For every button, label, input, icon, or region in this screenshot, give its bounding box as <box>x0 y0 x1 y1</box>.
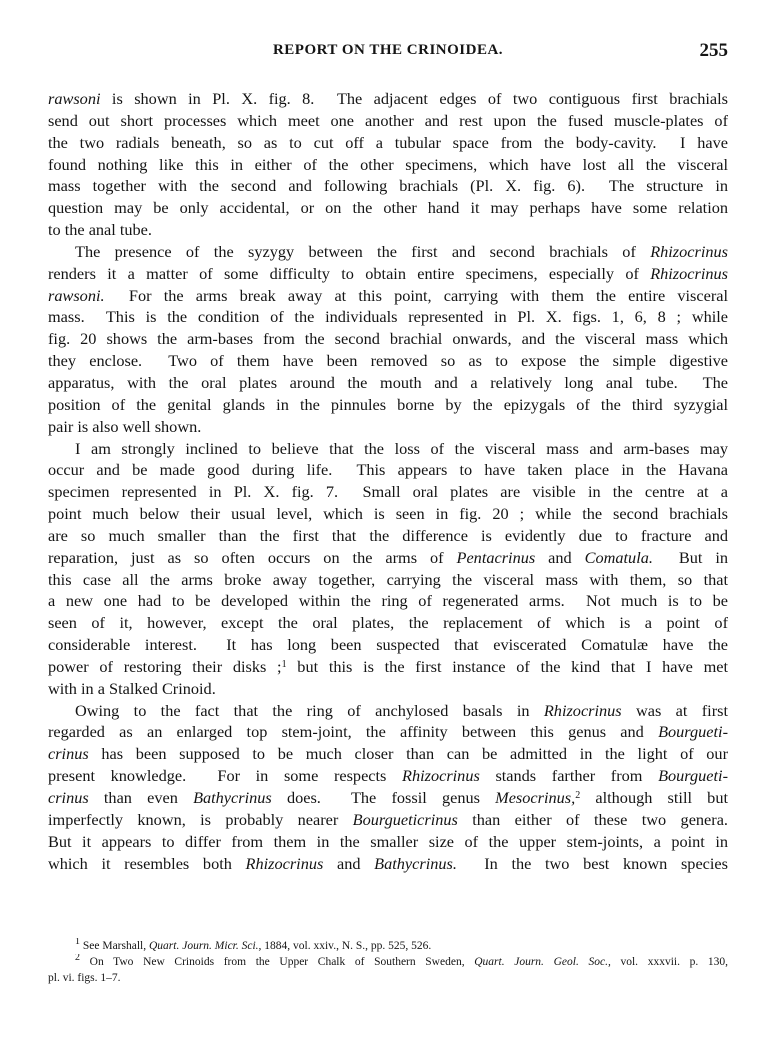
text-line <box>48 372 728 394</box>
italic-text: Comatula. <box>584 547 653 567</box>
footnote-line <box>48 938 728 954</box>
text-run: regarded as an enlarged top stem-joint, the affinity between this genus and <box>48 722 659 742</box>
text-line <box>48 197 728 219</box>
footnote-line <box>48 970 728 986</box>
text-run: apparatus, with the oral plates around the mouth and a relatively long anal tube. The <box>48 372 728 392</box>
text-run: position of the genital glands in the pinnules borne by the epizygals of the third syzygial <box>48 394 728 414</box>
text-run: occur and be made good during life. This appears to have taken place in the Havana <box>48 460 728 480</box>
text-line <box>48 700 728 722</box>
text-run: pl. vi. figs. 1–7. <box>48 972 121 985</box>
text-line <box>48 787 728 809</box>
text-run: than either of these two genera. <box>457 809 728 829</box>
italic-text: rawsoni <box>48 89 101 108</box>
text-run: and <box>323 853 375 873</box>
text-run: mass together with the second and following brachials (Pl. X. fig. 6). The structure in <box>48 176 728 196</box>
text-run: For the arms break away at this point, carrying with them the entire visceral <box>104 285 728 305</box>
text-line <box>48 853 728 875</box>
text-line <box>48 547 728 569</box>
text-run: mass. This is the condition of the individuals represented in Pl. X. figs. 1, 6, 8 ; while <box>48 307 728 327</box>
text-line <box>48 590 728 612</box>
text-run: point much below their usual level, which is seen in fig. 20 ; while the second brachials <box>48 504 728 524</box>
text-run: On Two New Crinoids from the Upper Chalk of Southern Sweden, <box>80 956 475 969</box>
italic-text: Rhizocrinus <box>402 766 480 786</box>
text-line <box>48 88 728 110</box>
text-run: In the two best known species <box>456 853 728 873</box>
footnote-marker: 2 <box>575 790 581 801</box>
text-line <box>48 132 728 154</box>
text-run: I am strongly inclined to believe that the loss of the visceral mass and arm-bases may <box>75 438 728 458</box>
text-line <box>48 612 728 634</box>
text-line <box>48 743 728 765</box>
page-number: 255 <box>699 40 728 61</box>
text-line <box>48 765 728 787</box>
running-head: REPORT ON THE CRINOIDEA. <box>272 42 504 58</box>
italic-text: Bathycrinus <box>193 788 272 807</box>
italic-text: Rhizocrinus <box>543 700 622 720</box>
italic-text: Rhizocrinus <box>650 263 728 283</box>
text-line <box>48 394 728 416</box>
text-line <box>48 306 728 328</box>
text-line <box>48 438 728 460</box>
footnotes <box>48 938 728 987</box>
italic-text: crinus <box>48 788 89 807</box>
text-run: they enclose. Two of them have been removed so as to expose the simple digestive <box>48 351 728 371</box>
body-text <box>48 88 728 874</box>
text-run: which it resembles both <box>48 853 246 873</box>
text-run: 1884, vol. xxiv., N. S., pp. 525, 526. <box>261 940 432 952</box>
text-run: question may be only accidental, or on the other hand it may perhaps have some relation <box>48 198 728 218</box>
text-run: stands farther from <box>479 766 659 786</box>
text-line <box>48 154 728 176</box>
text-run: although still but <box>580 788 728 807</box>
text-run: The presence of the syzygy between the first and second brachials of <box>75 241 651 261</box>
page-header <box>48 40 728 68</box>
text-run: a new one had to be developed within the ring of regenerated arms. Not much is to be <box>48 591 728 611</box>
text-run: imperfectly known, is probably nearer <box>48 809 353 829</box>
italic-text: crinus <box>48 744 89 764</box>
text-run: was at first <box>621 700 728 720</box>
text-run: But it appears to differ from them in the smaller size of the upper stem-joints, a point in <box>48 831 728 851</box>
text-run: reparation, just as so often occurs on the arms of <box>48 547 457 567</box>
text-run: and <box>535 547 585 567</box>
text-line <box>48 285 728 307</box>
text-run: is shown in Pl. X. fig. 8. The adjacent edges of two contiguous first brachials <box>100 89 728 108</box>
text-run: vol. xxxvii. p. 130, <box>610 956 728 969</box>
text-line <box>48 459 728 481</box>
text-line <box>48 328 728 350</box>
text-line <box>48 503 728 525</box>
text-line <box>48 656 728 678</box>
text-line <box>48 721 728 743</box>
text-line <box>48 219 728 241</box>
text-run: pair is also well shown. <box>48 416 202 436</box>
italic-text: Quart. Journ. Geol. Soc., <box>474 956 611 969</box>
text-line <box>48 110 728 132</box>
italic-text: Rhizocrinus <box>650 241 728 261</box>
text-run: are so much smaller than the first that the difference is evidently due to fracture and <box>48 525 728 545</box>
text-run: the two radials beneath, so as to cut off a tubular space from the body-cavity. I have <box>48 132 728 152</box>
text-line <box>48 678 728 700</box>
italic-text: Bourgueticrinus <box>352 809 458 829</box>
text-run: but this is the first instance of the kind that I have met <box>286 656 728 676</box>
text-run: has been supposed to be much closer than can be admitted in the light of our <box>88 744 728 764</box>
footnote-marker: 1 <box>281 658 287 670</box>
text-run: Owing to the fact that the ring of anchylosed basals in <box>75 700 544 720</box>
italic-text: Bourgueti- <box>658 766 728 786</box>
text-line <box>48 809 728 831</box>
text-line <box>48 175 728 197</box>
text-run: seen of it, however, except the oral plates, the replacement of which is a point of <box>48 613 728 633</box>
text-line <box>48 350 728 372</box>
italic-text: Quart. Journ. Micr. Sci., <box>148 940 262 952</box>
text-run: See Marshall, <box>80 940 149 952</box>
text-run: considerable interest. It has long been suspected that eviscerated Comatulæ have the <box>48 635 728 655</box>
text-run: does. The fossil genus <box>271 788 496 807</box>
italic-text: Bathycrinus. <box>374 853 457 873</box>
text-line <box>48 241 728 263</box>
footnote-marker: 1 <box>75 938 80 947</box>
text-run: send out short processes which meet one another and rest upon the fused muscle-plates of <box>48 110 728 130</box>
text-line <box>48 481 728 503</box>
text-run: than even <box>88 788 194 807</box>
text-run: with in a Stalked Crinoid. <box>48 678 216 698</box>
text-run: power of restoring their disks ; <box>48 656 282 676</box>
text-run: fig. 20 shows the arm-bases from the second brachial onwards, and the visceral mass which <box>48 329 728 349</box>
italic-text: Bourgueti- <box>658 722 728 742</box>
text-run: to the anal tube. <box>48 220 152 240</box>
text-run: this case all the arms broke away together, carrying the visceral mass with them, so that <box>48 569 728 589</box>
text-run: found nothing like this in either of the other specimens, which have lost all the visceral <box>48 154 728 174</box>
text-run: But in <box>652 547 728 567</box>
italic-text: Pentacrinus <box>456 547 536 567</box>
text-line <box>48 263 728 285</box>
text-run: present knowledge. For in some respects <box>48 766 403 786</box>
text-line <box>48 525 728 547</box>
text-line <box>48 634 728 656</box>
italic-text: rawsoni. <box>48 285 105 305</box>
italic-text: Rhizocrinus <box>245 853 324 873</box>
text-line <box>48 569 728 591</box>
text-run: specimen represented in Pl. X. fig. 7. Small oral plates are visible in the centre at a <box>48 482 728 502</box>
footnote-marker: 2 <box>75 954 80 964</box>
text-line <box>48 831 728 853</box>
text-line <box>48 416 728 438</box>
italic-text: Mesocrinus, <box>495 788 576 807</box>
footnote-line <box>48 954 728 970</box>
text-run: renders it a matter of some difficulty to obtain entire specimens, especially of <box>48 263 651 283</box>
